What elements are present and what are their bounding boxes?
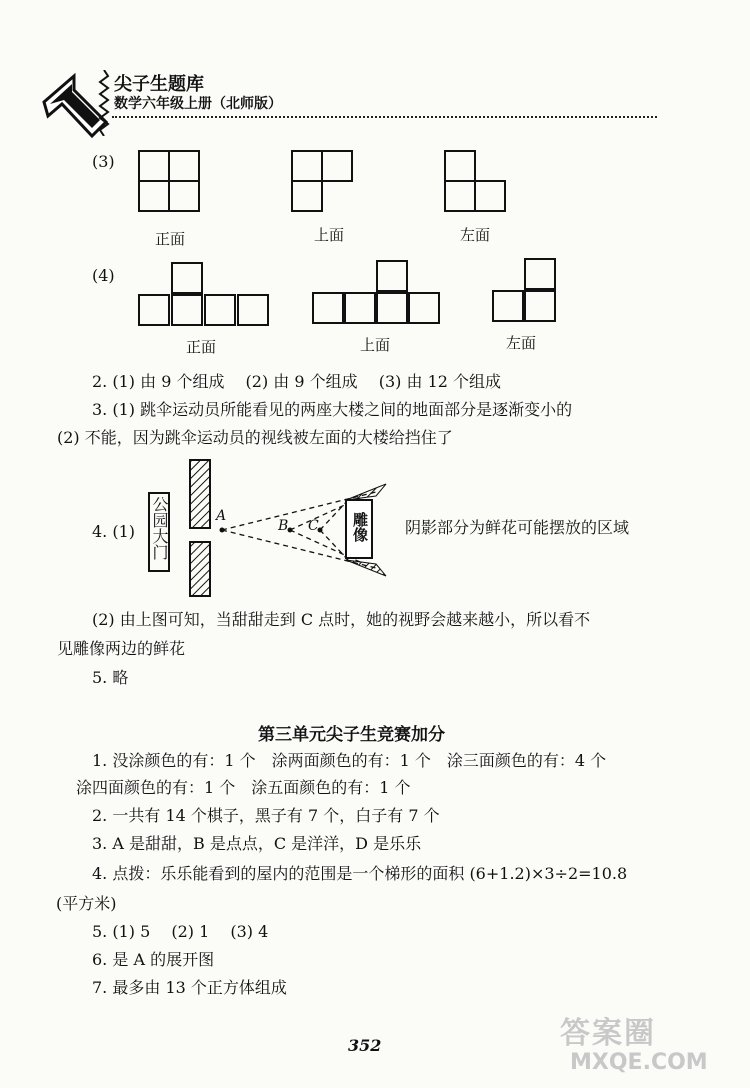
point-a-label: A: [216, 508, 227, 524]
section3-line-3: 2. 一共有 14 个棋子，黑子有 7 个，白子有 7 个: [92, 806, 440, 825]
header-title: 尖子生题库: [114, 74, 204, 95]
point-b-label: B: [278, 518, 289, 534]
fig4-caption-front: 正面: [186, 338, 217, 356]
answer-4-2-line1: (2) 由上图可知，当甜甜走到 C 点时，她的视野会越来越小，所以看不: [92, 610, 591, 629]
header-dotted-rule: [112, 116, 657, 118]
answer-2: 2. (1) 由 9 个组成 (2) 由 9 个组成 (3) 由 12 个组成: [92, 372, 502, 391]
section3-line-6: (平方米): [56, 894, 117, 913]
section3-line-7: 5. (1) 5 (2) 1 (3) 4: [92, 922, 269, 941]
fig3-caption-top: 上面: [314, 226, 345, 244]
answer-4-note: 阴影部分为鲜花可能摆放的区域: [405, 518, 630, 537]
section3-line-5: 4. 点拨：乐乐能看到的屋内的范围是一个梯形的面积 (6+1.2)×3÷2=10.8: [92, 864, 628, 883]
section3-line-8: 6. 是 A 的展开图: [92, 950, 215, 969]
q4-diagram: [176, 450, 416, 600]
point-c-label: C: [308, 518, 319, 534]
watermark-text: 答案圈: [560, 1016, 656, 1051]
section3-line-4: 3. A 是甜甜，B 是点点，C 是洋洋，D 是乐乐: [92, 834, 422, 853]
fig3-caption-front: 正面: [155, 230, 186, 248]
zigzag-divider: [98, 70, 110, 136]
answer-3-line1: 3. (1) 跳伞运动员所能看见的两座大楼之间的地面部分是逐渐变小的: [92, 400, 573, 419]
flower-area-top: [346, 484, 386, 500]
flower-area-bottom: [346, 560, 386, 576]
wall-bottom: [190, 542, 210, 596]
wall-top: [190, 460, 210, 528]
answer-3-line2: (2) 不能，因为跳伞运动员的视线被左面的大楼给挡住了: [57, 428, 453, 447]
fig4-label: (4): [92, 266, 115, 285]
park-gate-label: 公园大门: [150, 496, 169, 560]
fig4-caption-top: 上面: [360, 336, 391, 354]
watermark-url: MXQE.COM: [570, 1050, 708, 1075]
header-subtitle: 数学六年级上册（北师版）: [114, 96, 282, 112]
answer-5: 5. 略: [92, 668, 129, 687]
point-a: [220, 528, 225, 533]
section3-line-2: 涂四面颜色的有：1 个 涂五面颜色的有：1 个: [76, 778, 411, 797]
page-number: 352: [348, 1036, 382, 1055]
section3-title: 第三单元尖子生竞赛加分: [258, 725, 445, 745]
fig4-caption-left: 左面: [506, 334, 537, 352]
answer-4-label: 4. (1): [92, 522, 136, 541]
fig3-label: (3): [92, 152, 115, 171]
section3-line-9: 7. 最多由 13 个正方体组成: [92, 978, 287, 997]
fig3-caption-left: 左面: [460, 226, 491, 244]
answer-4-2-line2: 见雕像两边的鲜花: [57, 639, 186, 658]
statue-label: 雕像: [351, 512, 369, 542]
section3-line-1: 1. 没涂颜色的有：1 个 涂两面颜色的有：1 个 涂三面颜色的有：4 个: [92, 751, 607, 770]
